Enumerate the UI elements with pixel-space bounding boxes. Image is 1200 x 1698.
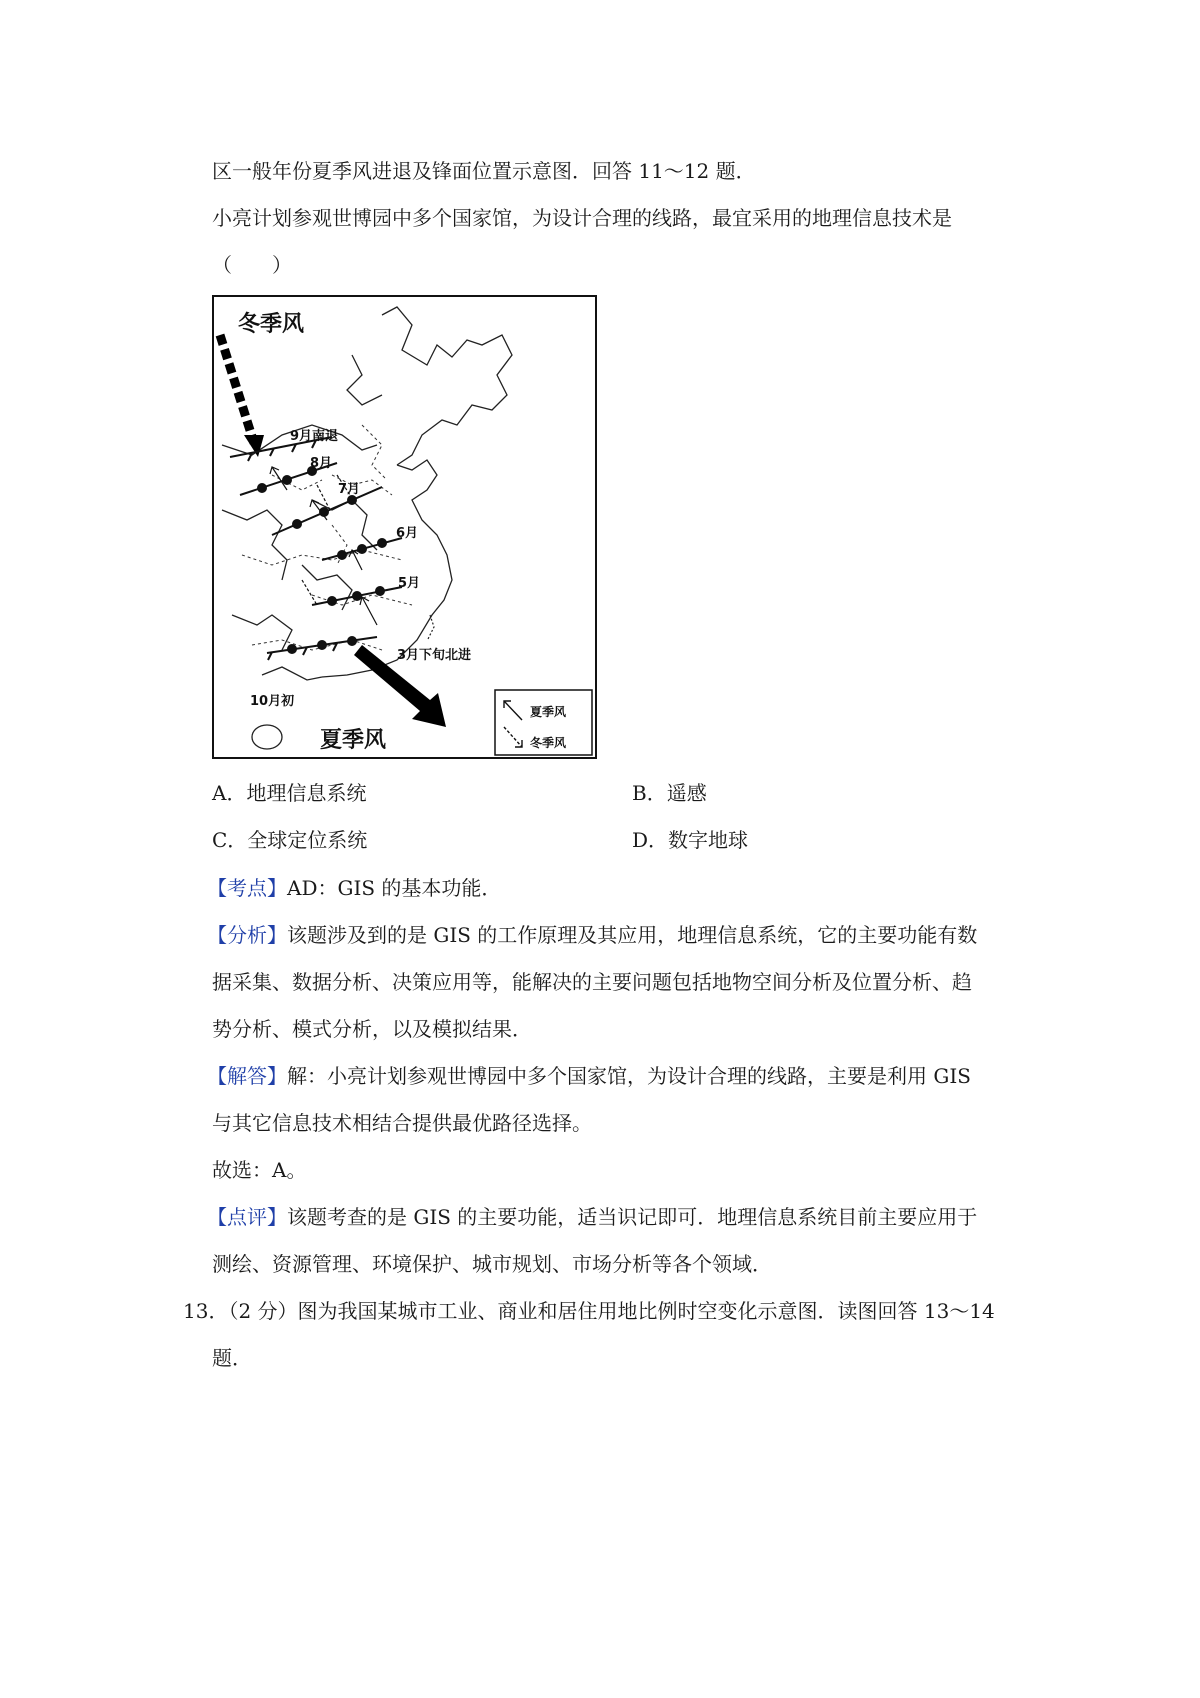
- intro-line: 区一般年份夏季风进退及锋面位置示意图．回答 11～12 题．: [212, 159, 756, 183]
- option-d: D．数字地球: [632, 828, 749, 852]
- jieda-line-2: 与其它信息技术相结合提供最优路径选择。: [212, 1111, 592, 1135]
- fenxi-line-2: 据采集、数据分析、决策应用等，能解决的主要问题包括地物空间分析及位置分析、趋: [212, 970, 972, 994]
- jieda-tag: 【解答】: [207, 1064, 287, 1088]
- fenxi-text-1: 该题涉及到的是 GIS 的工作原理及其应用，地理信息系统，它的主要功能有数: [287, 923, 978, 947]
- fenxi-line-3: 势分析、模式分析，以及模拟结果．: [212, 1017, 532, 1041]
- next-question-line-2: 题．: [212, 1346, 252, 1370]
- dianping-line-1: [207, 1203, 977, 1231]
- map-legend: [495, 690, 592, 755]
- option-a: A．地理信息系统: [212, 781, 367, 805]
- dianping-text-1: 该题考查的是 GIS 的主要功能，适当识记即可．地理信息系统目前主要应用于: [287, 1205, 978, 1229]
- answer-line: 故选：A。: [212, 1158, 307, 1182]
- kaodian-text: AD：GIS 的基本功能．: [287, 876, 502, 900]
- winter-monsoon-label: 冬季风: [238, 312, 305, 337]
- front-label-jun: 6月: [396, 526, 419, 541]
- kaodian-line: [207, 874, 501, 902]
- legend-winter: 冬季风: [530, 736, 567, 750]
- next-question-line-1: 13．（2 分）图为我国某城市工业、商业和居住用地比例时空变化示意图．读图回答 13～14: [183, 1299, 995, 1323]
- dianping-line-2: 测绘、资源管理、环境保护、城市规划、市场分析等各个领域．: [212, 1252, 772, 1276]
- option-b: B．遥感: [632, 781, 707, 805]
- legend-summer: 夏季风: [530, 705, 567, 719]
- front-label-jul: 7月: [338, 482, 361, 497]
- front-label-may: 5月: [398, 576, 421, 591]
- front-label-sep: 9月南退: [290, 429, 339, 444]
- fenxi-tag: 【分析】: [207, 923, 287, 947]
- front-label-oct: 10月初: [250, 694, 295, 709]
- dianping-tag: 【点评】: [207, 1205, 287, 1229]
- kaodian-tag: 【考点】: [207, 876, 287, 900]
- jieda-line-1: [207, 1062, 971, 1090]
- jieda-text-1: 解：小亮计划参观世博园中多个国家馆，为设计合理的线路，主要是利用 GIS: [287, 1064, 971, 1088]
- front-label-mar: 3月下旬北进: [397, 648, 472, 663]
- fenxi-line-1: [207, 921, 977, 949]
- monsoon-front-map: [212, 295, 597, 759]
- summer-monsoon-label: 夏季风: [320, 728, 387, 753]
- front-label-aug: 8月: [310, 456, 333, 471]
- question-stem: 小亮计划参观世博园中多个国家馆，为设计合理的线路，最宜采用的地理信息技术是: [212, 206, 952, 230]
- option-c: C．全球定位系统: [212, 828, 368, 852]
- question-blank: （ ）: [212, 253, 292, 277]
